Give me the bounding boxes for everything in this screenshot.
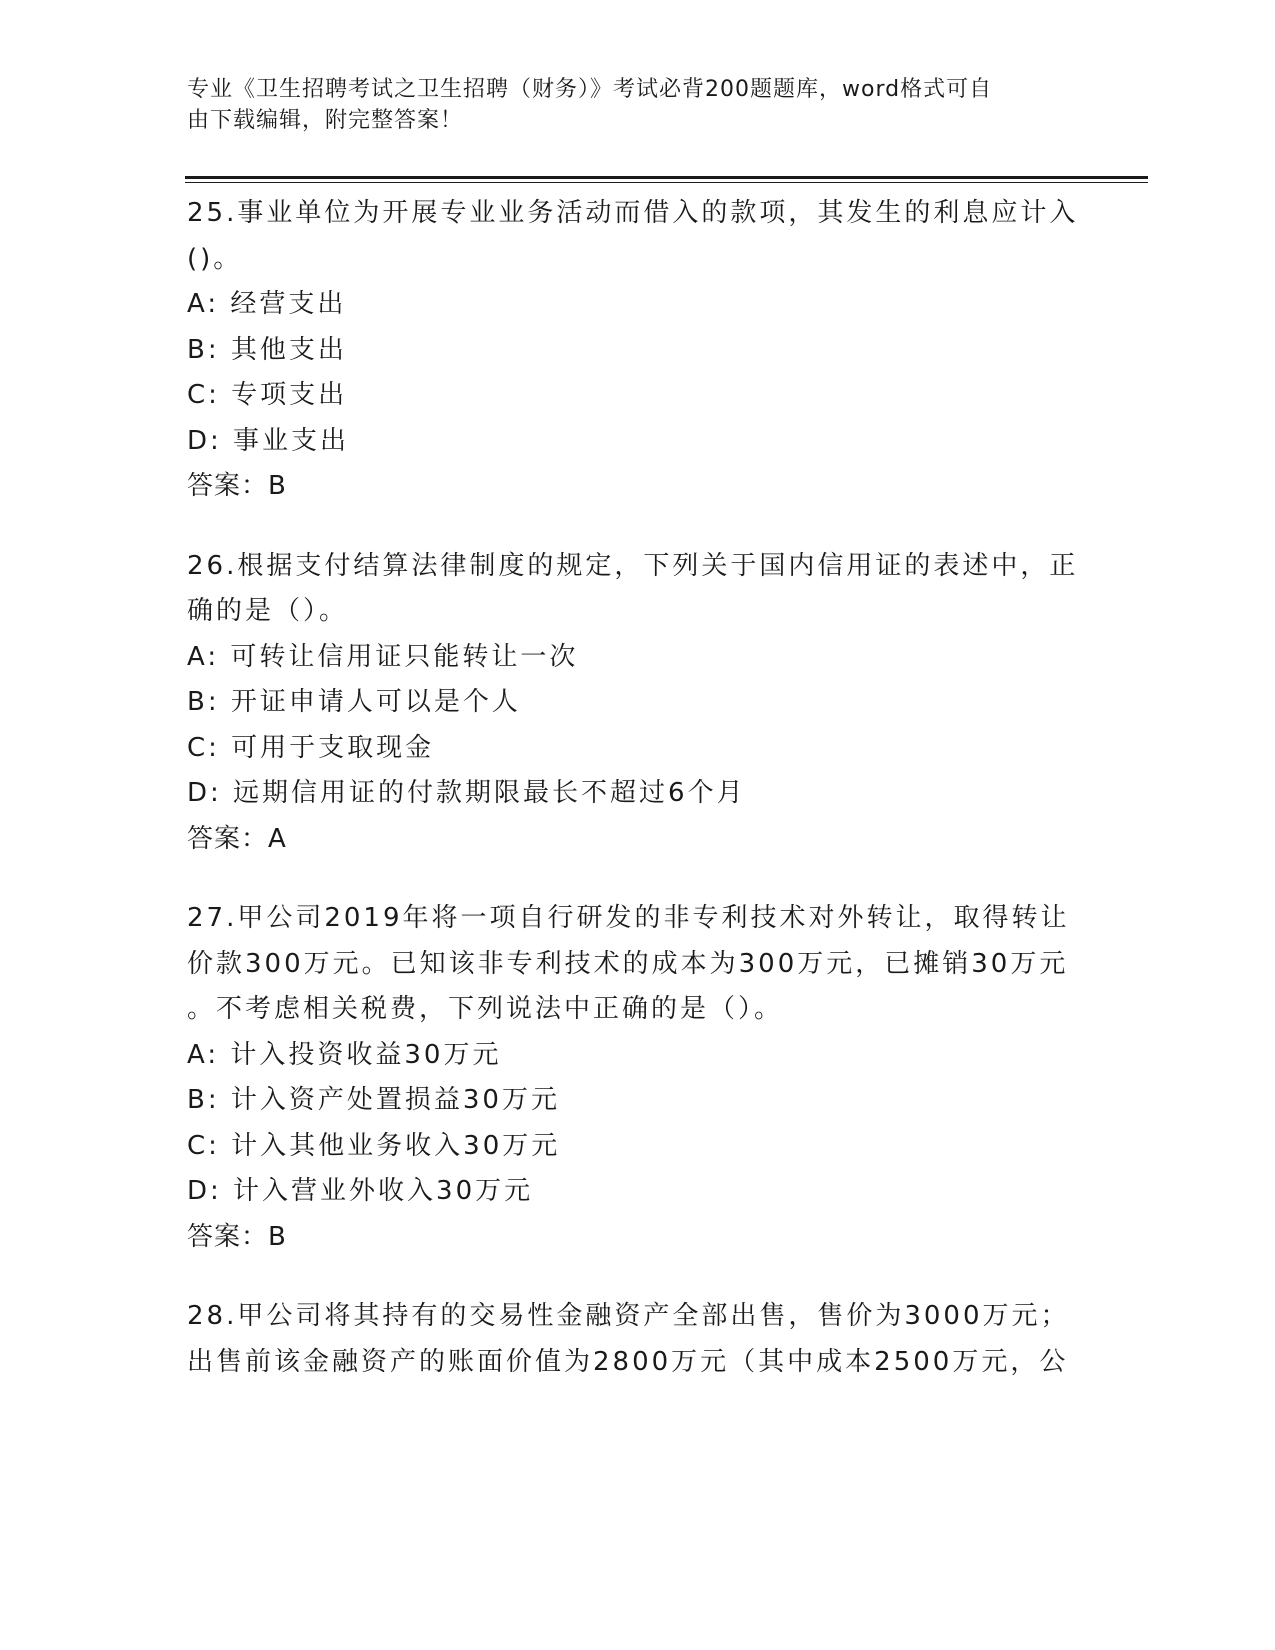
header-line-1: 专业《卫生招聘考试之卫生招聘（财务）》考试必背200题题库，word格式可自	[187, 77, 993, 102]
answer-line: 答案：B	[187, 1221, 287, 1252]
option-c: C: 可用于支取现金	[187, 732, 435, 763]
option-c: C: 计入其他业务收入30万元	[187, 1130, 561, 1161]
answer-line: 答案：B	[187, 471, 287, 501]
question-stem: 25.事业单位为开展专业业务活动而借入的款项，其发生的利息应计入	[187, 198, 1079, 228]
question-28	[187, 1294, 1070, 1385]
option-b: B: 其他支出	[187, 334, 347, 365]
question-stem: 出售前该金融资产的账面价值为2800万元（其中成本2500万元，公	[187, 1346, 1069, 1377]
question-25	[187, 191, 1079, 510]
question-stem: 。不考虑相关税费，下列说法中正确的是（）。	[187, 994, 784, 1024]
header-line-2: 由下载编辑，附完整答案！	[187, 108, 464, 133]
option-a: A: 可转让信用证只能转让一次	[187, 641, 579, 672]
option-d: D: 计入营业外收入30万元	[187, 1176, 534, 1206]
question-list	[187, 191, 1079, 1419]
option-a: A: 计入投资收益30万元	[187, 1039, 502, 1070]
question-stem: 27.甲公司2019年将一项自行研发的非专利技术对外转让，取得转让	[187, 903, 1070, 933]
question-27	[187, 896, 1070, 1260]
option-a: A: 经营支出	[187, 289, 347, 319]
option-c: C: 专项支出	[187, 380, 348, 410]
header-divider-thin	[185, 182, 1148, 183]
document-header	[187, 74, 1067, 136]
question-stem: 确的是（）。	[187, 596, 349, 626]
option-b: B: 开证申请人可以是个人	[187, 687, 521, 717]
question-stem: ()。	[187, 243, 243, 274]
question-stem: 28.甲公司将其持有的交易性金融资产全部出售，售价为3000万元；	[187, 1301, 1070, 1331]
header-divider-thick	[185, 176, 1148, 179]
question-stem: 26.根据支付结算法律制度的规定，下列关于国内信用证的表述中，正	[187, 550, 1079, 581]
answer-line: 答案：A	[187, 823, 287, 854]
question-stem: 价款300万元。已知该非专利技术的成本为300万元，已摊销30万元	[187, 948, 1069, 979]
option-d: D: 远期信用证的付款期限最长不超过6个月	[187, 778, 746, 808]
question-26	[187, 544, 1079, 863]
option-d: D: 事业支出	[187, 425, 350, 456]
option-b: B: 计入资产处置损益30万元	[187, 1085, 560, 1115]
